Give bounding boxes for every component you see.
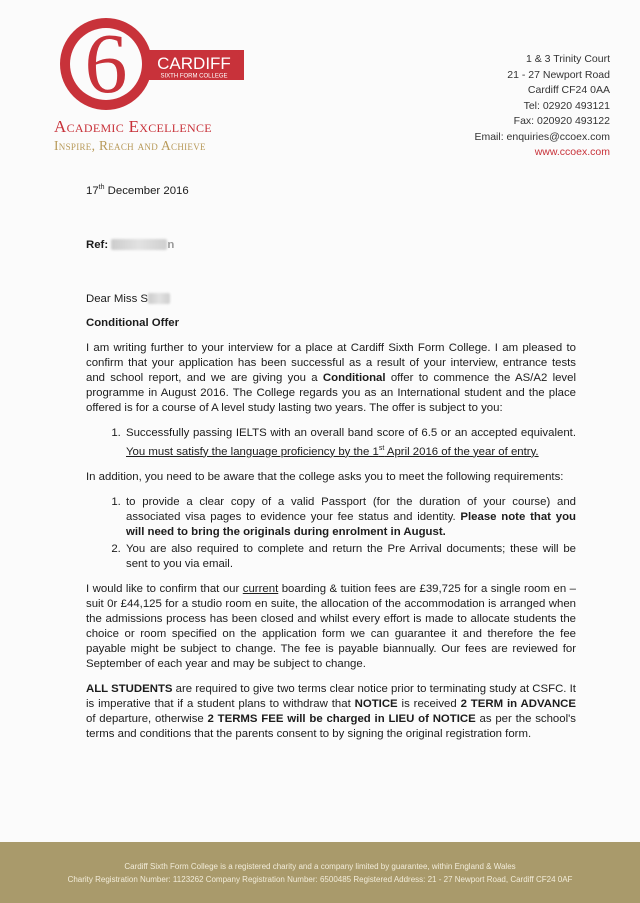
paragraph-requirements: In addition, you need to be aware that the college asks you to meet the following requirements: [86,470,564,483]
tagline-academic-excellence: Academic Excellence [54,117,212,136]
conditions-list [86,426,576,460]
letter-ref: Ref: n [86,238,175,251]
letter-heading: Conditional Offer [86,316,180,329]
brand-tagline [54,117,212,154]
address-line-3: Cardiff CF24 0AA [527,84,610,96]
redacted-ref [111,239,167,250]
requirement-passport: 1. to provide a clear copy of a valid Passport (for the duration of your course) and associated visa pages to evidence your fee status and identity. Please note that you will need to bring the originals during enrolment in August. [124,495,576,540]
address-email: Email: enquiries@ccoex.com [474,130,610,143]
college-address [474,52,610,161]
footer-line-2: Charity Registration Number: 1123262 Company Registration Number: 6500485 Registered Address: 21 - 27 Newport Road, Cardiff CF24 0AF [67,875,573,884]
logo-subname: SIXTH FORM COLLEGE [160,73,228,80]
paragraph-notice: ALL STUDENTS are required to give two terms clear notice prior to terminating study at CSFC. It is imperative that if a student plans to withdraw that NOTICE is received 2 TERM in ADVANCE of departure, otherwise 2 TERMS FEE will be charged in LIEU of NOTICE as per the school's terms and conditions that the parents consent to by signing the original registration form. [86,682,577,740]
address-website[interactable]: www.ccoex.com [534,146,610,158]
address-line-1: 1 & 3 Trinity Court [525,53,610,65]
footer-line-1: Cardiff Sixth Form College is a registered charity and a company limited by guarantee, within England & Wales [124,862,516,871]
tagline-inspire: Inspire, Reach and Achieve [54,138,206,153]
address-fax: Fax: 020920 493122 [513,115,610,127]
logo-six: 6 [84,15,128,111]
paragraph-fees: I would like to confirm that our current boarding & tuition fees are £39,725 for a single room en –suit 0r £44,125 for a studio room en suite, the allocation of the accommodation is arranged when the admissions process has been closed and whilst every effort is made to allocate students the choice or room specified on the application form we can guarantee it and therefore the fee payable might be subject to change. The fee is payable biannually. Our fees are reviewed for September of each year and may be subject to change. [86,582,576,670]
letter-date: 17th December 2016 [86,184,189,197]
college-logo [56,14,246,114]
requirement-pre-arrival: 2. You are also required to complete and return the Pre Arrival documents; these will be sent to you via email. [124,542,576,572]
address-line-2: 21 - 27 Newport Road [507,68,610,81]
letter-footer [0,842,640,903]
letter-body [86,180,576,742]
salutation: Dear Miss S [86,292,576,307]
paragraph-intro: I am writing further to your interview for a place at Cardiff Sixth Form College. I am pleased to confirm that your application has been successful as a result of your interview, entrance tests and school report, and we are giving you a Conditional offer to commence the AS/A2 level programme in August 2016. The College regards you as an International student and the place offered is for a course of A level study lasting two years. The offer is subject to you: [86,341,576,414]
redacted-name [148,293,170,304]
condition-ielts: 1. Successfully passing IELTS with an overall band score of 6.5 or an accepted equivalent. You must satisfy the language proficiency by the 1st April 2016 of the year of entry. [124,426,576,460]
requirements-list [86,495,576,572]
address-tel: Tel: 02920 493121 [523,99,610,112]
logo-name: CARDIFF [157,54,231,73]
